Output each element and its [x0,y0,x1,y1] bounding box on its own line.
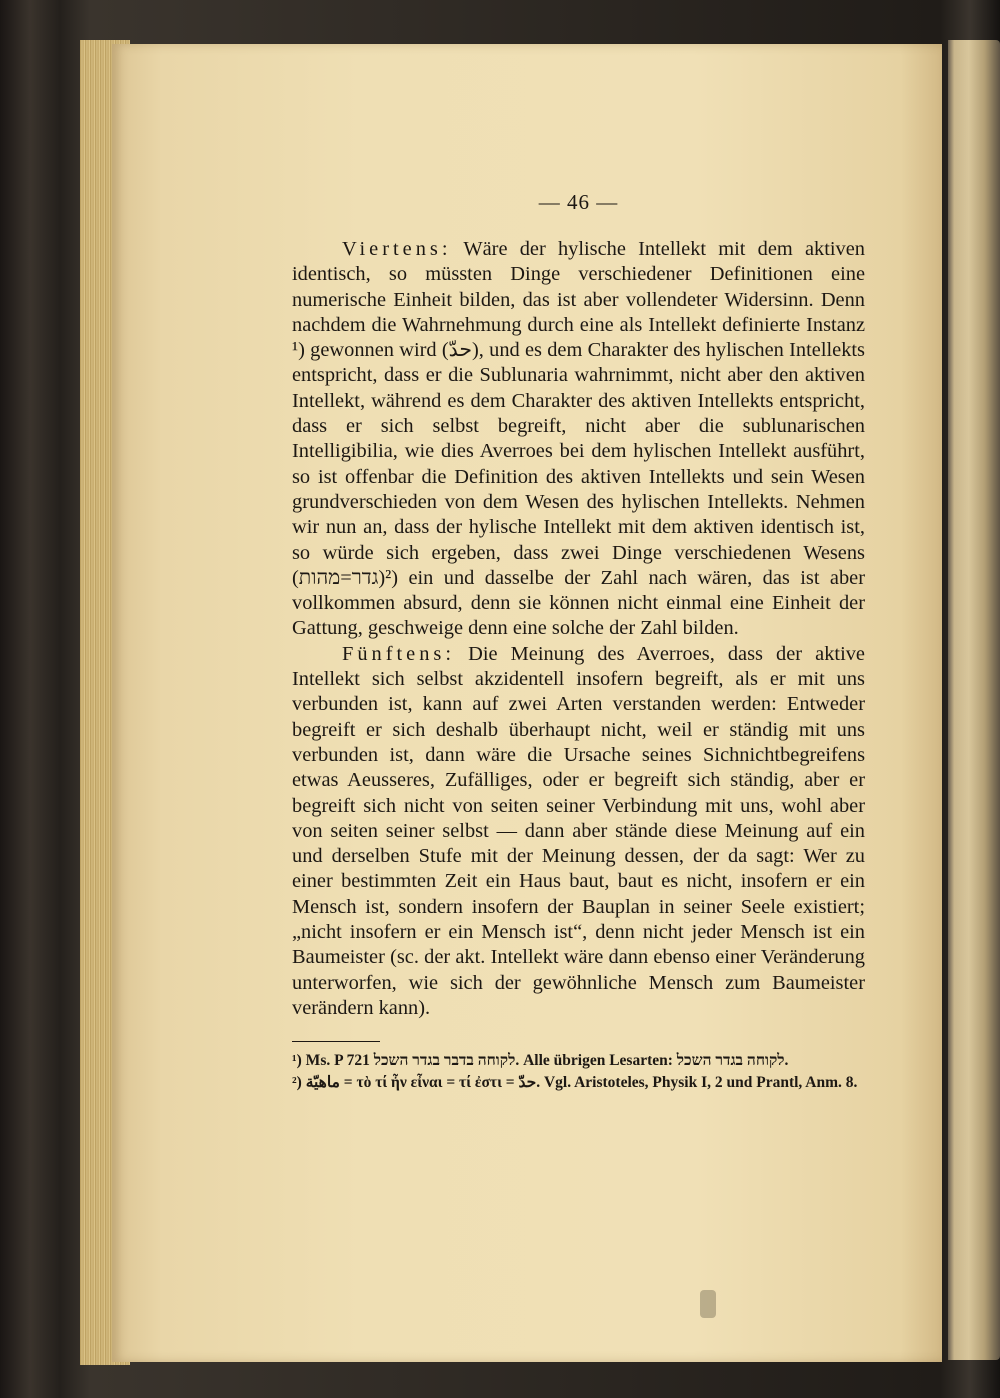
paragraph-lead-viertens: Viertens: [342,238,452,260]
paper-stain [700,1290,716,1318]
paragraph-lead-fuenftens: Fünftens: [342,642,456,665]
paragraph-fuenftens [292,642,865,1021]
paragraph-viertens [292,237,865,642]
page-number: — 46 — [538,190,619,214]
page-content [292,190,865,1094]
footnote-2: ²) ماهيّة = τὸ τί ἦν εἶναι = τί ἐστι = حدّ. Vgl. Aristoteles, Physik I, 2 und Prantl, Anm. 8. [292,1074,858,1092]
next-page-edge [948,40,1000,1360]
paragraph-text-viertens: Wäre der hylische Intellekt mit dem aktiven identisch, so müssten Dinge verschiedener Definitionen eine numerische Einheit bilden, das ist aber vollendeter Widersinn. Denn nachdem die Wahrnehmung durch eine als Intellekt definierte Instanz ¹) gewonnen wird (حدّ), und es dem Charakter des hylischen Intellekts entspricht, dass er die Sublunaria wahrnimmt, nicht aber den aktiven Intellekt, während es dem Charakter des aktiven Intellekts entspricht, dass er sich selbst begreift, nicht aber die sublunarischen Intelligibilia, wie dies Averroes bei dem hylischen Intellekt ausführt, so ist offenbar die Definition des aktiven Intellekts und sein Wesen grundverschieden von dem Wesen des hylischen Intellekts. Nehmen wir nun an, dass der hylische Intellekt mit dem aktiven identisch ist, so würde sich ergeben, dass zwei Dinge verschiedenen Wesens (גדר=מהות)²) ein und dasselbe der Zahl nach wären, das ist aber vollkommen absurd, denn sie können nicht einmal eine Einheit der Gattung, geschweige denn eine solche der Zahl bilden. [292,238,865,640]
paragraph-text-fuenftens: Die Meinung des Averroes, dass der aktive Intellekt sich selbst akzidentell insofern begreift, als er mit uns verbunden ist, kann auf zwei Arten verstanden werden: Entweder begreift er sich deshalb überhaupt nicht, weil er ständig mit uns verbunden ist, dann wäre die Ursache seines Sichnichtbegreifens etwas Aeusseres, Zufälliges, oder er begreift sich ständig, aber er begreift sich nicht von seiten seiner Verbindung mit uns, wohl aber von seiten seiner selbst — dann aber stände diese Meinung auf ein und derselben Stufe mit der Meinung dessen, der da sagt: Wer zu einer bestimmten Zeit ein Haus baut, baut es nicht, insofern er ein Mensch ist, sondern insofern der Bauplan in seiner Seele existiert; „nicht insofern er ein Mensch ist“, denn nicht jeder Mensch ist ein Baumeister (sc. der akt. Intellekt wäre dann ebenso einer Veränderung unterworfen, wie sich der gewöhnliche Mensch zum Baumeister verändern kann). [292,642,865,1019]
footnote-1: ¹) Ms. P 721 לקוחה בדבר בגדר השכל. Alle übrigen Lesarten: לקוחה בגדר השכל. [292,1052,789,1070]
footnote-rule [292,1041,380,1042]
